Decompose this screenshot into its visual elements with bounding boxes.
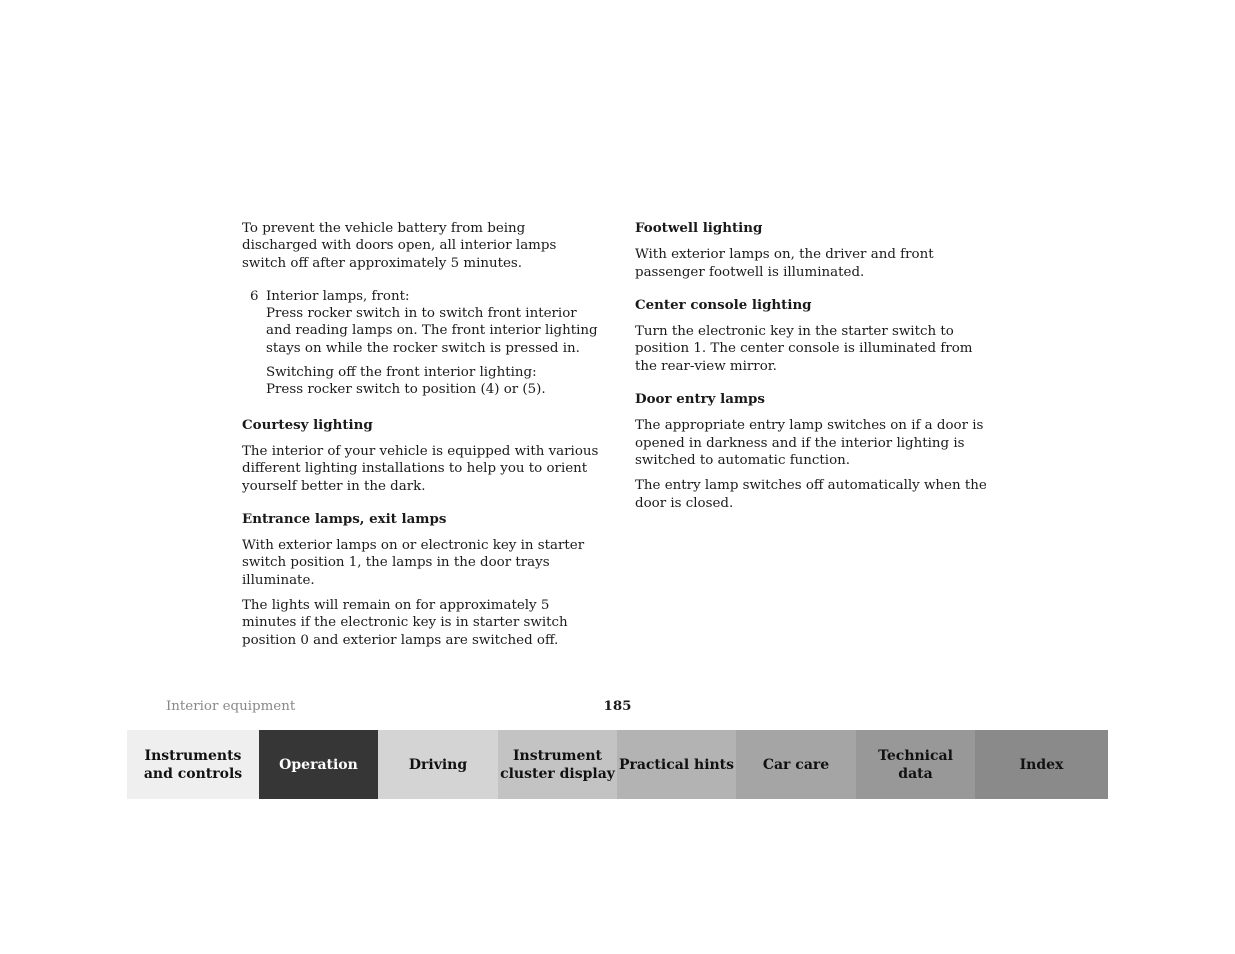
tab-driving[interactable]: Driving — [378, 730, 498, 799]
tab-technical-data[interactable]: Technical data — [856, 730, 975, 799]
list-item-sub-title: Switching off the front interior lighting: — [266, 365, 537, 381]
entrance-lamps-text-2: The lights will remain on for approximately 5 minutes if the electronic key is in starter switch position 0 and exterior lamps are switched off. — [242, 598, 568, 648]
section-label: Interior equipment — [166, 699, 296, 714]
heading-door-entry-lamps: Door entry lamps — [635, 391, 765, 408]
door-entry-lamps-text-1: The appropriate entry lamp switches on if a door is opened in darkness and if the interior lighting is switched to automatic function. — [635, 418, 984, 468]
heading-courtesy-lighting: Courtesy lighting — [242, 416, 373, 433]
tab-operation[interactable]: Operation — [259, 730, 378, 799]
list-item-text: Press rocker switch in to switch front interior and reading lamps on. The front interior lighting stays on while the rocker switch is pressed in. — [266, 306, 598, 356]
door-entry-lamps-text-2: The entry lamp switches off automatically when the door is closed. — [635, 478, 987, 511]
left-column — [242, 220, 604, 657]
footwell-lighting-text: With exterior lamps on, the driver and front passenger footwell is illuminated. — [635, 247, 934, 280]
center-console-lighting-text: Turn the electronic key in the starter switch to position 1. The center console is illuminated from the rear-view mirror. — [635, 324, 973, 374]
list-item-title: Interior lamps, front: — [266, 288, 410, 304]
tab-index[interactable]: Index — [975, 730, 1108, 799]
heading-entrance-lamps: Entrance lamps, exit lamps — [242, 510, 447, 527]
right-column — [635, 220, 990, 520]
tab-car-care[interactable]: Car care — [736, 730, 856, 799]
page-number: 185 — [603, 698, 632, 714]
heading-footwell-lighting: Footwell lighting — [635, 220, 763, 236]
chapter-tabs — [127, 730, 1108, 799]
tab-instruments-and-controls[interactable]: Instruments and controls — [127, 730, 259, 799]
list-item-interior-lamps-front — [242, 288, 604, 357]
list-item-sub-text: Press rocker switch to position (4) or (5). — [266, 382, 546, 398]
list-item-sub — [242, 364, 604, 399]
heading-center-console-lighting: Center console lighting — [635, 296, 812, 313]
courtesy-lighting-text: The interior of your vehicle is equipped with various different lighting installations to help you to orient yourself better in the dark. — [242, 443, 599, 494]
entrance-lamps-text-1: With exterior lamps on or electronic key in starter switch position 1, the lamps in the door trays illuminate. — [242, 538, 585, 588]
tab-instrument-cluster-display[interactable]: Instrument cluster display — [498, 730, 617, 799]
intro-paragraph: To prevent the vehicle battery from being discharged with doors open, all interior lamps switch off after approximately 5 minutes. — [242, 221, 557, 271]
tab-practical-hints[interactable]: Practical hints — [617, 730, 736, 799]
list-item-number: 6 — [250, 288, 259, 304]
